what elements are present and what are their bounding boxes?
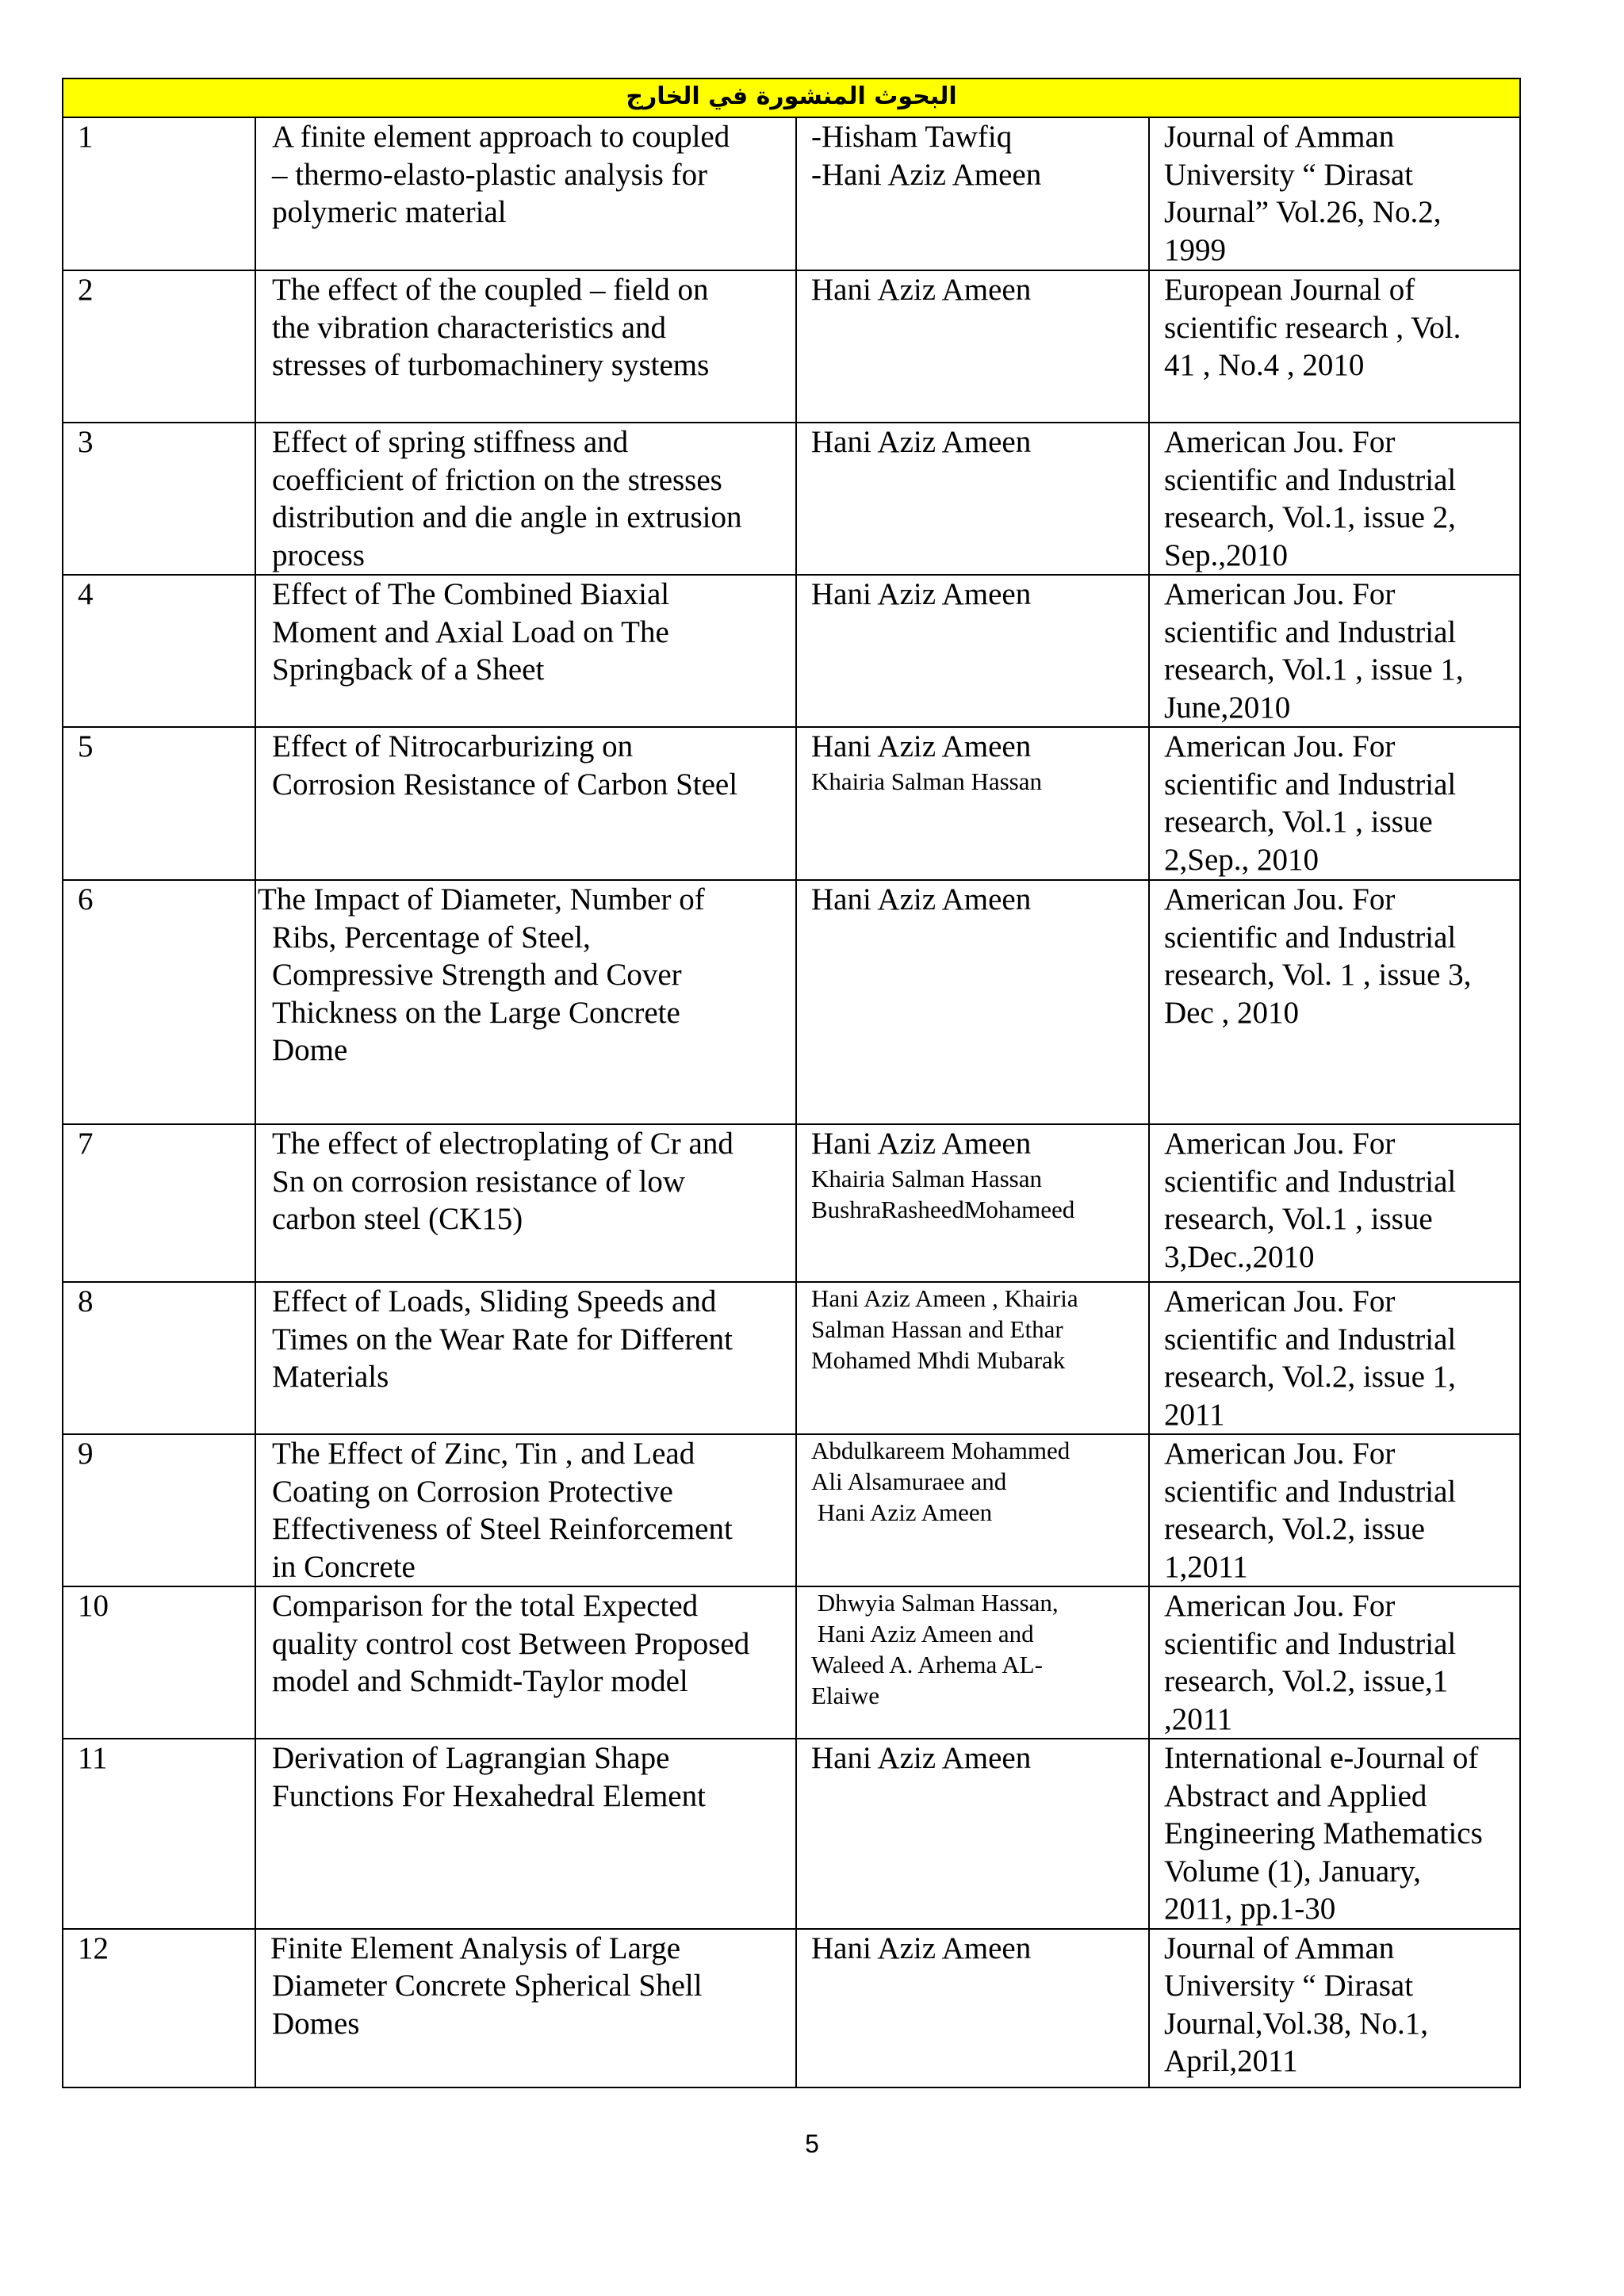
row-number: 10 [63, 1586, 255, 1739]
table-row [63, 1124, 1520, 1282]
paper-authors: Hani Aziz Ameen Khairia Salman Hassan [796, 727, 1149, 880]
paper-title: Effect of Nitrocarburizing on Corrosion Resistance of Carbon Steel [255, 727, 796, 880]
paper-title: Comparison for the total Expected quality control cost Between Proposed model and Schmidt-Taylor model [255, 1586, 796, 1739]
paper-journal: American Jou. For scientific and Industrial research, Vol.1, issue 2, Sep.,2010 [1149, 423, 1520, 575]
paper-title: Derivation of Lagrangian Shape Functions For Hexahedral Element [255, 1739, 796, 1929]
paper-journal: American Jou. For scientific and Industrial research, Vol.2, issue,1 ,2011 [1149, 1586, 1520, 1739]
paper-authors: Hani Aziz Ameen Khairia Salman Hassan BushraRasheedMohameed [796, 1124, 1149, 1282]
paper-title: Effect of Loads, Sliding Speeds and Times on the Wear Rate for Different Materials [255, 1282, 796, 1434]
row-number: 3 [63, 423, 255, 575]
paper-title: Effect of The Combined Biaxial Moment and Axial Load on The Springback of a Sheet [255, 575, 796, 727]
paper-authors: Hani Aziz Ameen [796, 270, 1149, 423]
table-row [63, 270, 1520, 423]
table-title: البحوث المنشورة في الخارج [63, 78, 1520, 117]
publications-table [62, 78, 1521, 2088]
table-row [63, 575, 1520, 727]
paper-journal: American Jou. For scientific and Industrial research, Vol.1 , issue 2,Sep., 2010 [1149, 727, 1520, 880]
paper-title: The effect of electroplating of Cr and Sn on corrosion resistance of low carbon steel (CK15) [255, 1124, 796, 1282]
paper-authors: -Hisham Tawfiq -Hani Aziz Ameen [796, 117, 1149, 270]
row-number: 8 [63, 1282, 255, 1434]
row-number: 5 [63, 727, 255, 880]
paper-title: Effect of spring stiffness and coefficient of friction on the stresses distribution and die angle in extrusion process [255, 423, 796, 575]
table-row [63, 1929, 1520, 2087]
paper-title: The effect of the coupled – field on the vibration characteristics and stresses of turbomachinery systems [255, 270, 796, 423]
table-row [63, 1282, 1520, 1434]
table-row [63, 1434, 1520, 1586]
paper-journal: European Journal of scientific research , Vol. 41 , No.4 , 2010 [1149, 270, 1520, 423]
paper-authors: Dhwyia Salman Hassan, Hani Aziz Ameen and Waleed A. Arhema AL- Elaiwe [796, 1586, 1149, 1739]
paper-journal: American Jou. For scientific and Industrial research, Vol.1 , issue 3,Dec.,2010 [1149, 1124, 1520, 1282]
paper-title: The Impact of Diameter, Number of Ribs, Percentage of Steel, Compressive Strength and Cover Thickness on the Large Concrete Dome [255, 880, 796, 1124]
row-number: 6 [63, 880, 255, 1124]
paper-authors: Hani Aziz Ameen [796, 423, 1149, 575]
paper-journal: Journal of Amman University “ Dirasat Journal” Vol.26, No.2, 1999 [1149, 117, 1520, 270]
paper-authors: Abdulkareem Mohammed Ali Alsamuraee and Hani Aziz Ameen [796, 1434, 1149, 1586]
paper-journal: International e-Journal of Abstract and Applied Engineering Mathematics Volume (1), January, 2011, pp.1-30 [1149, 1739, 1520, 1929]
page-number: 5 [805, 2130, 819, 2158]
table-row [63, 423, 1520, 575]
row-number: 12 [63, 1929, 255, 2087]
paper-authors: Hani Aziz Ameen [796, 880, 1149, 1124]
paper-authors: Hani Aziz Ameen [796, 1739, 1149, 1929]
row-number: 2 [63, 270, 255, 423]
paper-journal: American Jou. For scientific and Industrial research, Vol.2, issue 1,2011 [1149, 1434, 1520, 1586]
paper-journal: American Jou. For scientific and Industrial research, Vol.1 , issue 1, June,2010 [1149, 575, 1520, 727]
row-number: 9 [63, 1434, 255, 1586]
row-number: 4 [63, 575, 255, 727]
table-title-row [63, 78, 1520, 117]
paper-authors: Hani Aziz Ameen [796, 1929, 1149, 2087]
row-number: 7 [63, 1124, 255, 1282]
table-row [63, 727, 1520, 880]
table-row [63, 1586, 1520, 1739]
paper-title: Finite Element Analysis of Large Diameter Concrete Spherical Shell Domes [255, 1929, 796, 2087]
paper-journal: American Jou. For scientific and Industrial research, Vol.2, issue 1, 2011 [1149, 1282, 1520, 1434]
paper-journal: American Jou. For scientific and Industrial research, Vol. 1 , issue 3, Dec , 2010 [1149, 880, 1520, 1124]
table-row [63, 117, 1520, 270]
paper-journal: Journal of Amman University “ Dirasat Journal,Vol.38, No.1, April,2011 [1149, 1929, 1520, 2087]
paper-authors: Hani Aziz Ameen [796, 575, 1149, 727]
table-row [63, 880, 1520, 1124]
table-row [63, 1739, 1520, 1929]
row-number: 1 [63, 117, 255, 270]
row-number: 11 [63, 1739, 255, 1929]
paper-authors: Hani Aziz Ameen , Khairia Salman Hassan and Ethar Mohamed Mhdi Mubarak [796, 1282, 1149, 1434]
paper-title: The Effect of Zinc, Tin , and Lead Coating on Corrosion Protective Effectiveness of Steel Reinforcement in Concrete [255, 1434, 796, 1586]
paper-title: A finite element approach to coupled – thermo-elasto-plastic analysis for polymeric material [255, 117, 796, 270]
